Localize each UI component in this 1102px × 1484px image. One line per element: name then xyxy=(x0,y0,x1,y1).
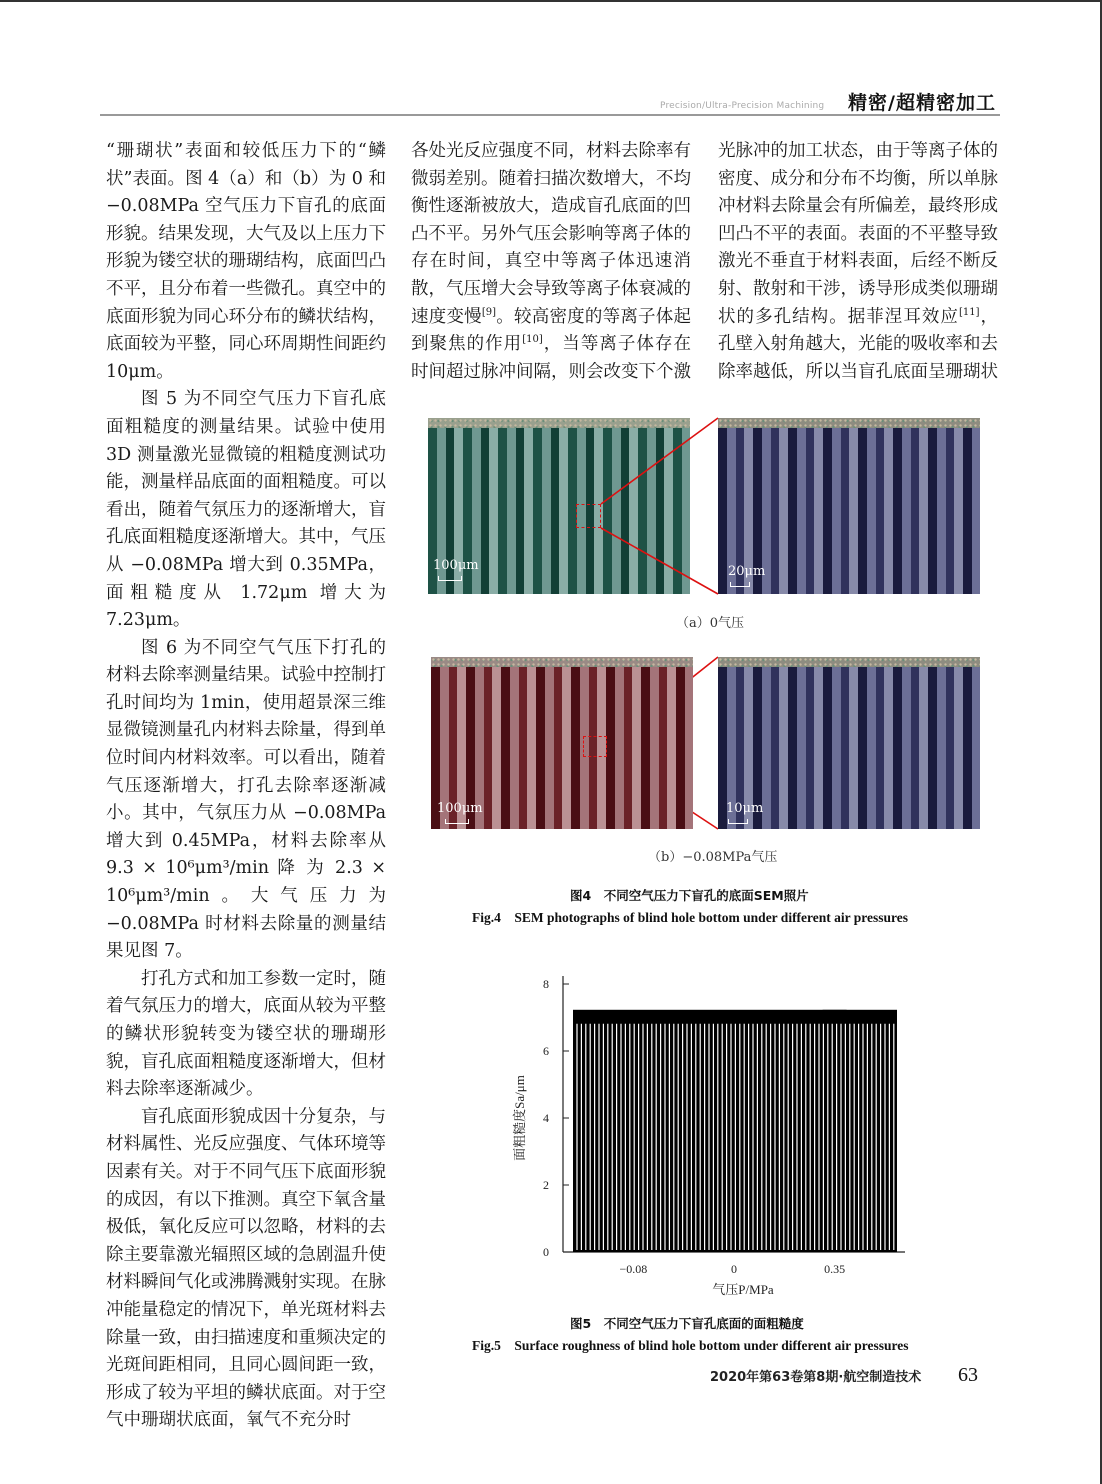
x-tick-label: 0 xyxy=(731,1262,737,1276)
subfigure-caption-a: （a）0气压 xyxy=(676,616,745,631)
scale-bar xyxy=(728,819,748,824)
y-tick-label: 4 xyxy=(543,1111,549,1125)
scale-label: 10μm xyxy=(726,801,764,816)
citation-9: [9] xyxy=(481,306,497,318)
paragraph: 盲孔底面形貌成因十分复杂，与材料属性、光反应强度、气体环境等因素有关。对于不同气压下底面形貌的成因，有以下推测。真空下氧含量极低，氧化反应可以忽略，材料的去除主要靠激光辐照区域的急剧温升使材料瞬间气化或沸腾溅射实现。在脉冲能量稳定的情况下，单光斑材料去除量一致，由扫描速度和重频决定的光斑间距相同，且同心圆间距一致，形成了较为平坦的鳞状底面。对于空气中珊瑚状底面，氧气不充分时 xyxy=(106,1106,386,1431)
citation-11: [11] xyxy=(958,306,980,318)
page-number: 63 xyxy=(958,1364,978,1386)
scale-label: 20μm xyxy=(728,564,766,579)
figure-5-caption-en: Fig.5 Surface roughness of blind hole bottom under different air pressures xyxy=(472,1338,909,1353)
sem-image-b-zoom xyxy=(718,657,980,829)
journal-footer: 2020年第63卷第8期·航空制造技术 xyxy=(710,1370,922,1385)
paragraph: 图 6 为不同空气气压下打孔的材料去除率测量结果。试验中控制打孔时间均为 1min，使用超景深三维显微镜测量孔内材料去除量，得到单位时间内材料效率。可以看出，随着气压逐渐增大，打孔去除率逐渐减小。其中，气氛压力从 −0.08MPa 增大到 0.45MPa，材料去除率从 9.3 × 10⁶μm³/min 降 为 2.3 × 10⁶μm³/min。大气压力为 −0.08MPa 时材料去除量的测量结果见图 7。 xyxy=(106,637,386,962)
figure-5-chart xyxy=(500,966,920,1306)
x-tick-label: 0.35 xyxy=(824,1262,846,1276)
paragraph: “珊瑚状”表面和较低压力下的“鳞状”表面。图 4（a）和（b）为 0 和 −0.08MPa 空气压力下盲孔的底面形貌。结果发现，大气及以上压力下形貌为镂空状的珊瑚结构，底面凹凸不平，且分布着一些微孔。真空中的底面形貌为同心环分布的鳞状结构，底面较为平整，同心环周期性间距约 10μm。 xyxy=(106,141,386,382)
bar xyxy=(722,1105,746,1252)
chart-bars xyxy=(573,1010,897,1252)
paragraph: 光脉冲的加工状态，由于等离子体的密度、成分和分布不均衡，所以单脉冲材料去除量会有所偏差，最终形成凹凸不平的表面。表面的不平整导致激光不垂直于材料表面，后经不断反射、散射和干涉，诱导形成类似珊瑚状的多孔结构。据菲涅耳效应[11]，孔壁入射角越大，光能的吸收率和去除率越低，所以当盲孔底面呈珊瑚状 xyxy=(718,141,999,382)
zoom-line-bottom xyxy=(601,528,718,594)
figure-4-caption-en: Fig.4 SEM photographs of blind hole bottom under different air pressures xyxy=(472,910,909,925)
zoom-region-box xyxy=(583,736,607,757)
bar xyxy=(823,1010,847,1252)
subfigure-caption-b: （b）−0.08MPa气压 xyxy=(648,850,778,865)
y-tick-label: 2 xyxy=(543,1178,549,1192)
y-axis-label: 面粗糙度Sa/μm xyxy=(512,1075,527,1161)
scale-label: 100μm xyxy=(437,801,483,816)
paragraph: 打孔方式和加工参数一定时，随着气氛压力的增大，底面从较为平整的鳞状形貌转变为镂空状的珊瑚形貌，盲孔底面粗糙度逐渐增大，但材料去除率逐渐减少。 xyxy=(106,968,386,1100)
sem-edge-texture xyxy=(431,657,693,667)
y-tick-label: 0 xyxy=(543,1245,549,1259)
sem-image-b-overview xyxy=(431,657,693,829)
running-header-en: Precision/Ultra-Precision Machining xyxy=(660,101,825,111)
zoom-line-top xyxy=(601,418,718,504)
x-axis-label: 气压P/MPa xyxy=(712,1282,774,1297)
scale-bar xyxy=(445,819,469,824)
running-header-cn: 精密/超精密加工 xyxy=(848,92,996,114)
figure-5-caption-cn: 图5 不同空气压力下盲孔底面的面粗糙度 xyxy=(570,1316,804,1331)
paragraph: 各处光反应强度不同，材料去除率有微弱差别。随着扫描次数增大，不均衡性逐渐被放大，造成盲孔底面的凹凸不平。另外气压会影响等离子体的存在时间，真空中等离子体迅速消散，气压增大会导致等离子体衰减的速度变慢[9]。较高密度的等离子体起到聚焦的作用[10]，当等离子体存在时间超过脉冲间隔，则会改变下个激 xyxy=(411,141,692,382)
y-tick-label: 8 xyxy=(543,977,549,991)
sem-edge-texture xyxy=(718,657,980,667)
figure-4-caption-cn: 图4 不同空气压力下盲孔的底面SEM照片 xyxy=(570,888,809,903)
x-tick-label: −0.08 xyxy=(619,1262,648,1276)
scale-label: 100μm xyxy=(433,558,479,573)
paragraph: 图 5 为不同空气压力下盲孔底面粗糙度的测量结果。试验中使用 3D 测量激光显微镜的粗糙度测试功能，测量样品底面的面粗糙度。可以看出，随着气氛压力的逐渐增大，盲孔底面粗糙度逐渐增大。其中，气压从 −0.08MPa 增大到 0.35MPa，面粗糙度从 1.72μm 增大为 7.23μm。 xyxy=(106,389,386,631)
citation-10: [10] xyxy=(522,334,543,346)
y-tick-label: 6 xyxy=(543,1044,549,1058)
